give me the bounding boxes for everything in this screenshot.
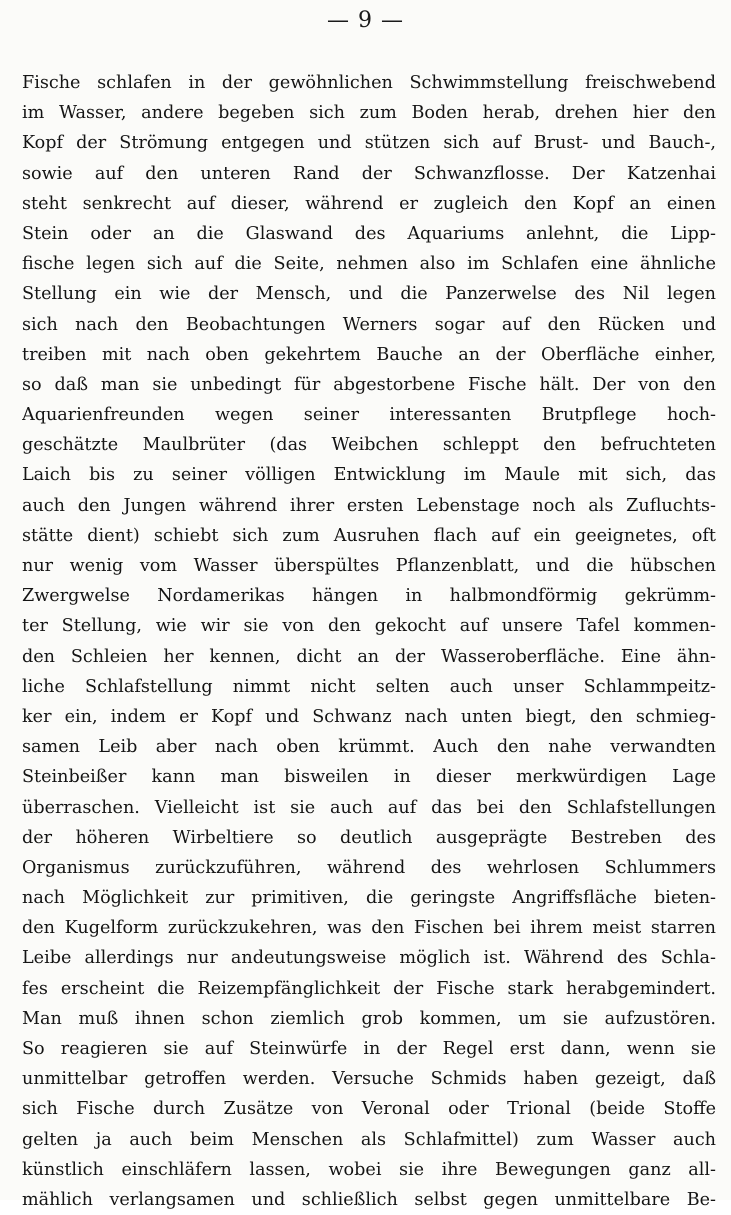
text-line: ker ein, indem er Kopf und Schwanz nach unten biegt, den schmieg- [22,706,716,727]
text-line: sich nach den Beobachtungen Werners sogar auf den Rücken und [22,314,716,335]
body-text [22,68,716,1215]
text-line: mählich verlangsamen und schließlich selbst gegen unmittelbare Be- [22,1189,716,1210]
text-line: fes erscheint die Reizempfänglichkeit der Fische stark herabgemindert. [22,978,716,999]
text-line: nur wenig vom Wasser überspültes Pflanzenblatt, und die hübschen [22,556,716,576]
text-line: steht senkrecht auf dieser, während er zugleich den Kopf an einen [22,193,716,214]
text-line: unmittelbar getroffen werden. Versuche Schmids haben gezeigt, daß [22,1069,716,1090]
text-line: ter Stellung, wie wir sie von den gekocht auf unsere Tafel kommen- [22,616,716,637]
text-line: Leibe allerdings nur andeutungsweise möglich ist. Während des Schla- [22,948,716,969]
text-line: So reagieren sie auf Steinwürfe in der Regel erst dann, wenn sie [22,1039,716,1059]
text-line: Stein oder an die Glaswand des Aquariums anlehnt, die Lipp- [22,223,716,244]
text-line: nach Möglichkeit zur primitiven, die geringste Angriffsfläche bieten- [22,888,716,909]
text-line: sowie auf den unteren Rand der Schwanzflosse. Der Katzenhai [22,163,716,184]
text-line: fische legen sich auf die Seite, nehmen also im Schlafen eine ähnliche [22,254,716,275]
text-line: der höheren Wirbeltiere so deutlich ausgeprägte Bestreben des [22,827,716,848]
text-line: Man muß ihnen schon ziemlich grob kommen, um sie aufzustören. [22,1008,716,1029]
text-line: so daß man sie unbedingt für abgestorbene Fische hält. Der von den [22,374,716,395]
page-number: — 9 — [327,8,404,33]
text-line: Zwergwelse Nordamerikas hängen in halbmondförmig gekrümm- [22,586,716,607]
text-line: gelten ja auch beim Menschen als Schlafmittel) zum Wasser auch [22,1129,716,1150]
text-line: liche Schlafstellung nimmt nicht selten auch unser Schlammpeitz- [22,676,716,697]
text-line: Stellung ein wie der Mensch, und die Panzerwelse des Nil legen [22,284,716,305]
text-line: stätte dient) schiebt sich zum Ausruhen flach auf ein geeignetes, oft [22,525,716,546]
text-line: samen Leib aber nach oben krümmt. Auch den nahe verwandten [22,737,716,758]
text-line: Organismus zurückzuführen, während des wehrlosen Schlummers [22,857,716,878]
text-line: Laich bis zu seiner völligen Entwicklung im Maule mit sich, das [22,465,716,486]
text-line: den Kugelform zurückzukehren, was den Fischen bei ihrem meist starren [22,918,716,939]
text-line: künstlich einschläfern lassen, wobei sie ihre Bewegungen ganz all- [22,1159,716,1180]
text-line: auch den Jungen während ihrer ersten Lebenstage noch als Zufluchts- [22,495,716,516]
text-line: überraschen. Vielleicht ist sie auch auf das bei den Schlafstellungen [22,797,716,818]
text-line: Fische schlafen in der gewöhnlichen Schwimmstellung freischwebend [22,73,716,93]
text-line: Aquarienfreunden wegen seiner interessanten Brutpflege hoch- [22,405,716,426]
text-line: sich Fische durch Zusätze von Veronal oder Trional (beide Stoffe [22,1099,716,1120]
text-line: geschätzte Maulbrüter (das Weibchen schleppt den befruchteten [22,435,716,456]
text-line: im Wasser, andere begeben sich zum Boden herab, drehen hier den [22,103,716,124]
text-line: Kopf der Strömung entgegen und stützen sich auf Brust- und Bauch-, [22,133,716,154]
text-line: den Schleien her kennen, dicht an der Wasseroberfläche. Eine ähn- [22,646,716,667]
text-line: treiben mit nach oben gekehrtem Bauche an der Oberfläche einher, [22,344,716,365]
text-line: Steinbeißer kann man bisweilen in dieser merkwürdigen Lage [22,767,716,788]
